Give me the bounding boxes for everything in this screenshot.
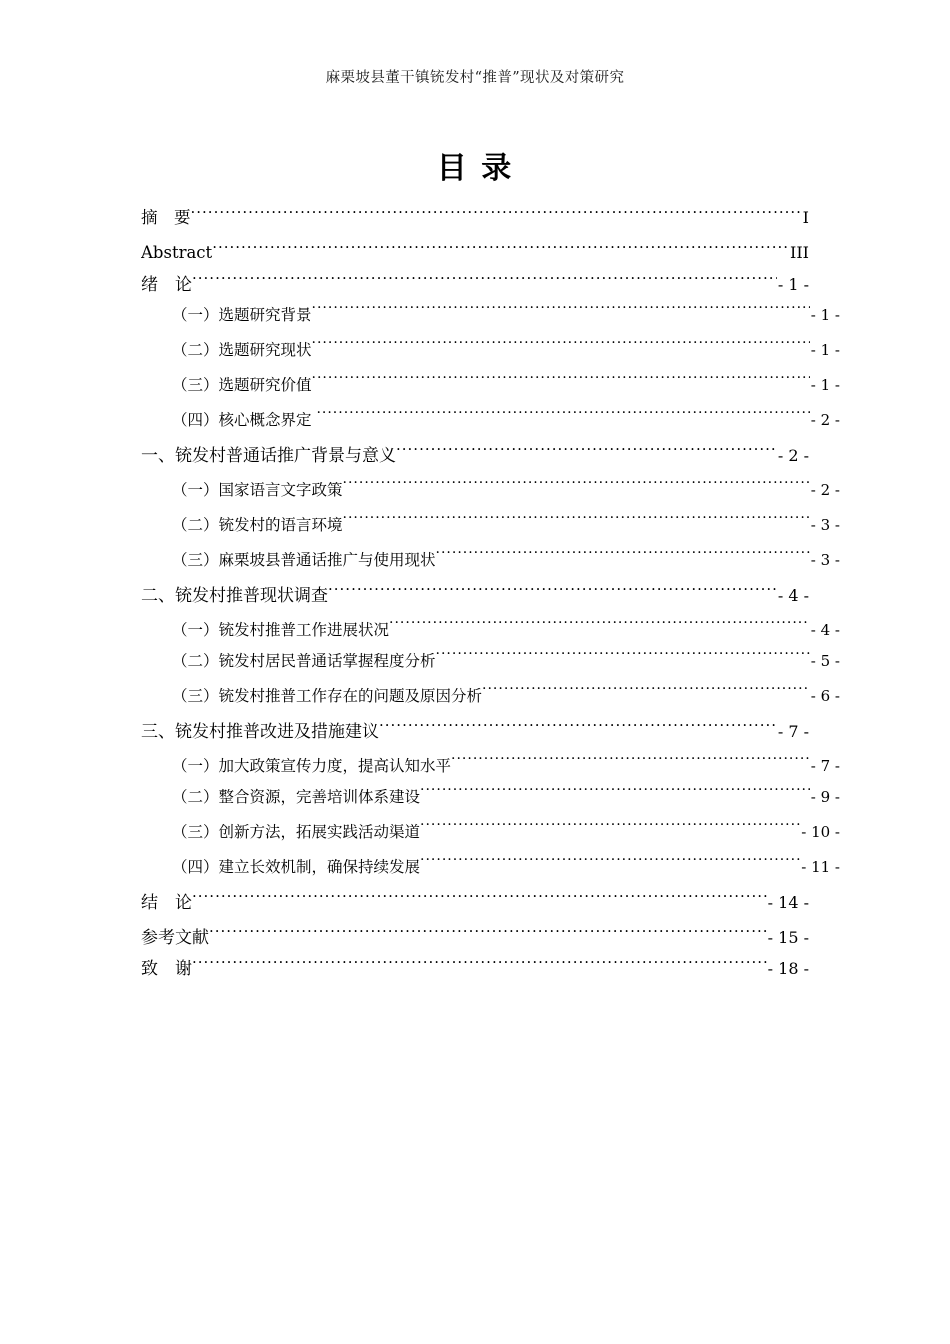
toc-entry-label: （三）选题研究价值 [172, 376, 312, 394]
toc-entry-label: （三）创新方法，拓展实践活动渠道 [172, 823, 421, 841]
toc-entry[interactable] [141, 440, 809, 475]
toc-entry[interactable] [141, 922, 809, 953]
toc-leader-dots [436, 651, 810, 667]
toc-entry-page-number: - 6 - [810, 687, 840, 705]
toc-entry[interactable] [172, 782, 840, 817]
toc-entry-label: 结 论 [141, 893, 192, 913]
toc-entry-page-number: - 2 - [810, 481, 840, 499]
toc-leader-dots [312, 375, 810, 391]
toc-leader-dots [420, 787, 810, 803]
toc-leader-dots [389, 620, 810, 636]
toc-entry-label: （一）铳发村推普工作进展状况 [172, 621, 390, 639]
toc-entry-page-number: III [790, 243, 809, 262]
toc-leader-dots [436, 550, 810, 566]
toc-entry-label: （二）整合资源，完善培训体系建设 [172, 788, 421, 806]
toc-entry-page-number: - 3 - [810, 516, 840, 534]
toc-entry-label: （四）核心概念界定 [172, 411, 317, 429]
toc-entry-page-number: - 18 - [767, 959, 809, 978]
toc-entry-page-number: - 7 - [777, 722, 809, 741]
toc-entry-page-number: I [802, 208, 809, 227]
toc-entry-page-number: - 15 - [767, 928, 809, 947]
toc-entry-page-number: - 9 - [810, 788, 840, 806]
toc-entry-page-number: - 1 - [777, 275, 809, 294]
toc-entry[interactable] [141, 953, 809, 984]
toc-entry[interactable] [172, 681, 840, 716]
toc-entry-label: （一）加大政策宣传力度，提高认知水平 [172, 757, 452, 775]
toc-entry[interactable] [172, 510, 840, 545]
toc-entry-page-number: - 3 - [810, 551, 840, 569]
toc-entry[interactable] [172, 852, 840, 887]
toc-leader-dots [343, 515, 810, 531]
toc-leader-dots [316, 410, 809, 426]
toc-entry[interactable] [141, 269, 809, 300]
toc-entry-page-number: - 1 - [810, 376, 840, 394]
toc-leader-dots [192, 957, 767, 974]
toc-entry-page-number: - 4 - [810, 621, 840, 639]
toc-entry[interactable] [172, 300, 840, 335]
toc-entry-label: 绪 论 [141, 275, 192, 295]
toc-entry-page-number: - 5 - [810, 652, 840, 670]
toc-entry-label: 摘 要 [141, 208, 191, 227]
toc-entry-label: （一）选题研究背景 [172, 306, 312, 324]
toc-leader-dots [192, 891, 767, 908]
toc-leader-dots [209, 926, 767, 943]
toc-entry[interactable] [141, 580, 809, 615]
toc-entry[interactable] [172, 370, 840, 405]
toc-entry[interactable] [172, 475, 840, 510]
toc-entry-label: Abstract [141, 243, 213, 262]
toc-entry-page-number: - 1 - [810, 306, 840, 324]
toc-entry-label: 致 谢 [141, 959, 192, 979]
toc-leader-dots [312, 340, 810, 356]
toc-entry[interactable] [172, 405, 840, 440]
toc-entry[interactable] [172, 751, 840, 782]
toc-leader-dots [192, 273, 777, 290]
toc-entry[interactable] [141, 203, 809, 238]
toc-entry-label: 参考文献 [141, 928, 209, 948]
table-of-contents [141, 203, 840, 984]
toc-entry[interactable] [141, 716, 809, 751]
toc-entry[interactable] [172, 335, 840, 370]
toc-entry-label: （四）建立长效机制，确保持续发展 [172, 858, 421, 876]
toc-entry-label: （二）铳发村的语言环境 [172, 516, 343, 534]
toc-entry-label: （三）铳发村推普工作存在的问题及原因分析 [172, 687, 483, 705]
toc-leader-dots [420, 857, 800, 873]
toc-entry-page-number: - 2 - [810, 411, 840, 429]
toc-leader-dots [328, 584, 777, 601]
toc-entry-label: （三）麻栗坡县普通话推广与使用现状 [172, 551, 436, 569]
toc-entry-page-number: - 7 - [810, 757, 840, 775]
toc-entry-label: （一）国家语言文字政策 [172, 481, 343, 499]
toc-entry-label: 一、铳发村普通话推广背景与意义 [141, 446, 396, 466]
toc-leader-dots [343, 480, 810, 496]
toc-entry[interactable] [172, 646, 840, 681]
toc-leader-dots [482, 686, 810, 702]
toc-entry-page-number: - 10 - [801, 823, 840, 841]
toc-entry[interactable] [141, 887, 809, 922]
toc-entry[interactable] [172, 817, 840, 852]
toc-leader-dots [451, 756, 810, 772]
toc-entry-page-number: - 1 - [810, 341, 840, 359]
toc-leader-dots [312, 305, 810, 321]
toc-leader-dots [420, 822, 800, 838]
toc-entry[interactable] [172, 615, 840, 646]
toc-leader-dots [396, 444, 777, 461]
toc-entry-page-number: - 4 - [777, 586, 809, 605]
toc-leader-dots [212, 242, 789, 259]
toc-entry-label: 三、铳发村推普改进及措施建议 [141, 722, 379, 742]
toc-entry-label: （二）铳发村居民普通话掌握程度分析 [172, 652, 436, 670]
toc-entry-page-number: - 2 - [777, 446, 809, 465]
page-running-header: 麻栗坡县董干镇铳发村“推普”现状及对策研究 [325, 70, 625, 86]
toc-entry-label: （二）选题研究现状 [172, 341, 312, 359]
page-title: 目 录 [436, 151, 514, 186]
toc-entry-label: 二、铳发村推普现状调查 [141, 586, 328, 606]
toc-entry-page-number: - 14 - [767, 893, 809, 912]
toc-entry[interactable] [141, 238, 809, 269]
toc-entry[interactable] [172, 545, 840, 580]
toc-leader-dots [191, 207, 802, 224]
toc-leader-dots [379, 720, 777, 737]
toc-entry-page-number: - 11 - [801, 858, 840, 876]
